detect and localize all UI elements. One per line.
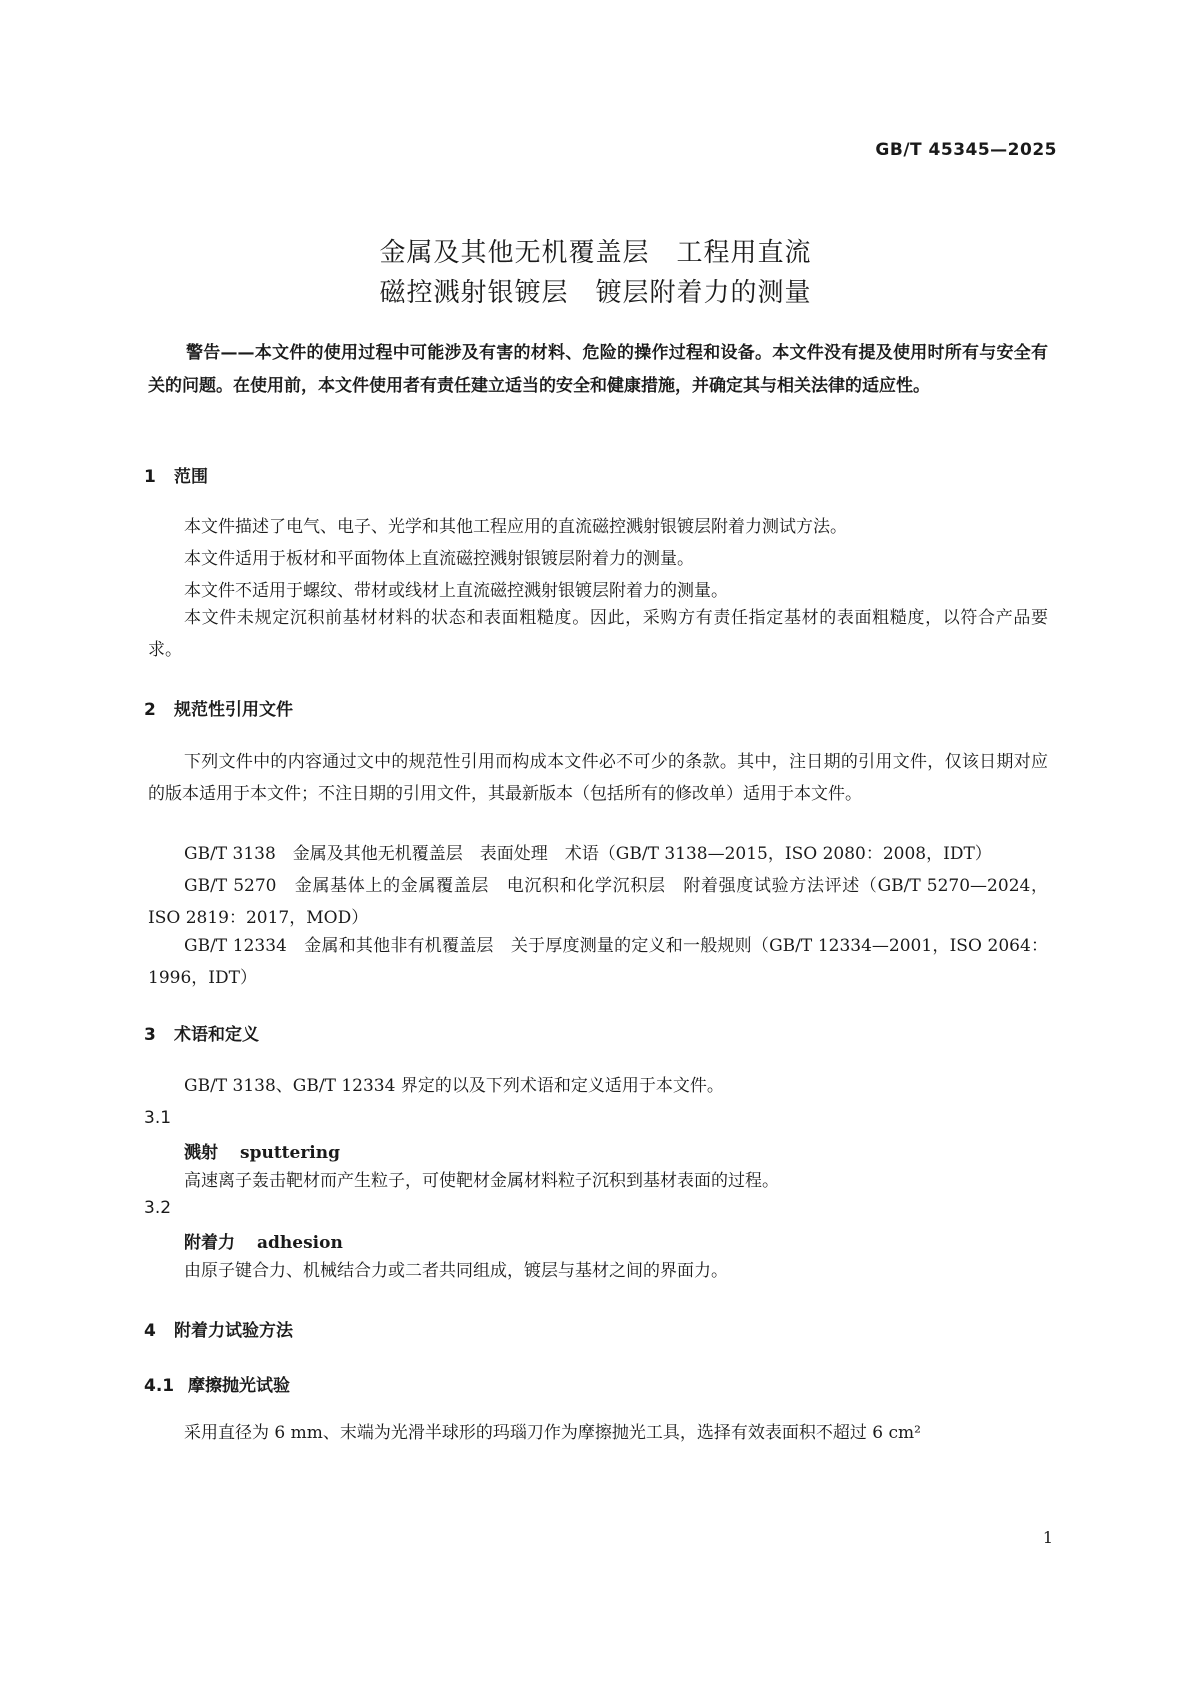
subsection-4-1-heading — [144, 1371, 290, 1396]
document-title-line-1: 金属及其他无机覆盖层 工程用直流 — [379, 238, 812, 268]
section-number: 4 — [144, 1321, 156, 1341]
section-title: 范围 — [174, 467, 208, 487]
section-number: 1 — [144, 467, 156, 487]
section-title: 术语和定义 — [174, 1025, 259, 1045]
section-2-heading — [144, 695, 293, 720]
paragraph: 本文件不适用于螺纹、带材或线材上直流磁控溅射银镀层附着力的测量。 — [184, 581, 728, 601]
warning-paragraph: 警告——本文件的使用过程中可能涉及有害的材料、危险的操作过程和设备。本文件没有提及使用时所有与安全有关的问题。在使用前，本文件使用者有责任建立适当的安全和健康措施，并确定其与相关法律的适应性。 — [148, 343, 1048, 396]
term-heading — [184, 1138, 340, 1163]
subsection-title: 摩擦抛光试验 — [188, 1376, 290, 1396]
term-number: 3.2 — [144, 1198, 172, 1218]
section-3-heading — [144, 1020, 259, 1045]
subsection-number: 4.1 — [144, 1376, 175, 1396]
paragraph: 本文件适用于板材和平面物体上直流磁控溅射银镀层附着力的测量。 — [184, 549, 694, 569]
paragraph: 本文件未规定沉积前基材材料的状态和表面粗糙度。因此，采购方有责任指定基材的表面粗糙度，以符合产品要求。 — [148, 608, 1048, 660]
section-number: 2 — [144, 700, 156, 720]
term-definition: 由原子键合力、机械结合力或二者共同组成，镀层与基材之间的界面力。 — [184, 1261, 728, 1281]
section-title: 附着力试验方法 — [174, 1321, 293, 1341]
term-en: sputtering — [240, 1143, 340, 1163]
section-1-heading — [144, 462, 208, 487]
reference-item: GB/T 12334 金属和其他非有机覆盖层 关于厚度测量的定义和一般规则（GB/T 12334—2001，ISO 2064：1996，IDT） — [148, 936, 1048, 988]
paragraph: GB/T 3138、GB/T 12334 界定的以及下列术语和定义适用于本文件。 — [184, 1076, 724, 1096]
reference-item: GB/T 3138 金属及其他无机覆盖层 表面处理 术语（GB/T 3138—2015，ISO 2080：2008，IDT） — [184, 844, 992, 864]
paragraph: 下列文件中的内容通过文中的规范性引用而构成本文件必不可少的条款。其中，注日期的引用文件，仅该日期对应的版本适用于本文件；不注日期的引用文件，其最新版本（包括所有的修改单）适用于本文件。 — [148, 752, 1048, 804]
term-number: 3.1 — [144, 1108, 172, 1128]
standard-number: GB/T 45345—2025 — [875, 140, 1057, 160]
reference-item: GB/T 5270 金属基体上的金属覆盖层 电沉积和化学沉积层 附着强度试验方法评述（GB/T 5270—2024，ISO 2819：2017，MOD） — [148, 876, 1048, 928]
paragraph: 采用直径为 6 mm、末端为光滑半球形的玛瑙刀作为摩擦抛光工具，选择有效表面积不超过 6 cm² — [184, 1423, 921, 1443]
term-zh: 附着力 — [184, 1233, 235, 1253]
document-title-line-2: 磁控溅射银镀层 镀层附着力的测量 — [379, 278, 812, 308]
term-definition: 高速离子轰击靶材而产生粒子，可使靶材金属材料粒子沉积到基材表面的过程。 — [184, 1171, 779, 1191]
page-number: 1 — [1042, 1528, 1053, 1547]
section-number: 3 — [144, 1025, 156, 1045]
term-zh: 溅射 — [184, 1143, 218, 1163]
term-en: adhesion — [257, 1233, 343, 1253]
paragraph: 本文件描述了电气、电子、光学和其他工程应用的直流磁控溅射银镀层附着力测试方法。 — [184, 517, 847, 537]
term-heading — [184, 1228, 343, 1253]
section-4-heading — [144, 1316, 293, 1341]
section-title: 规范性引用文件 — [174, 700, 293, 720]
